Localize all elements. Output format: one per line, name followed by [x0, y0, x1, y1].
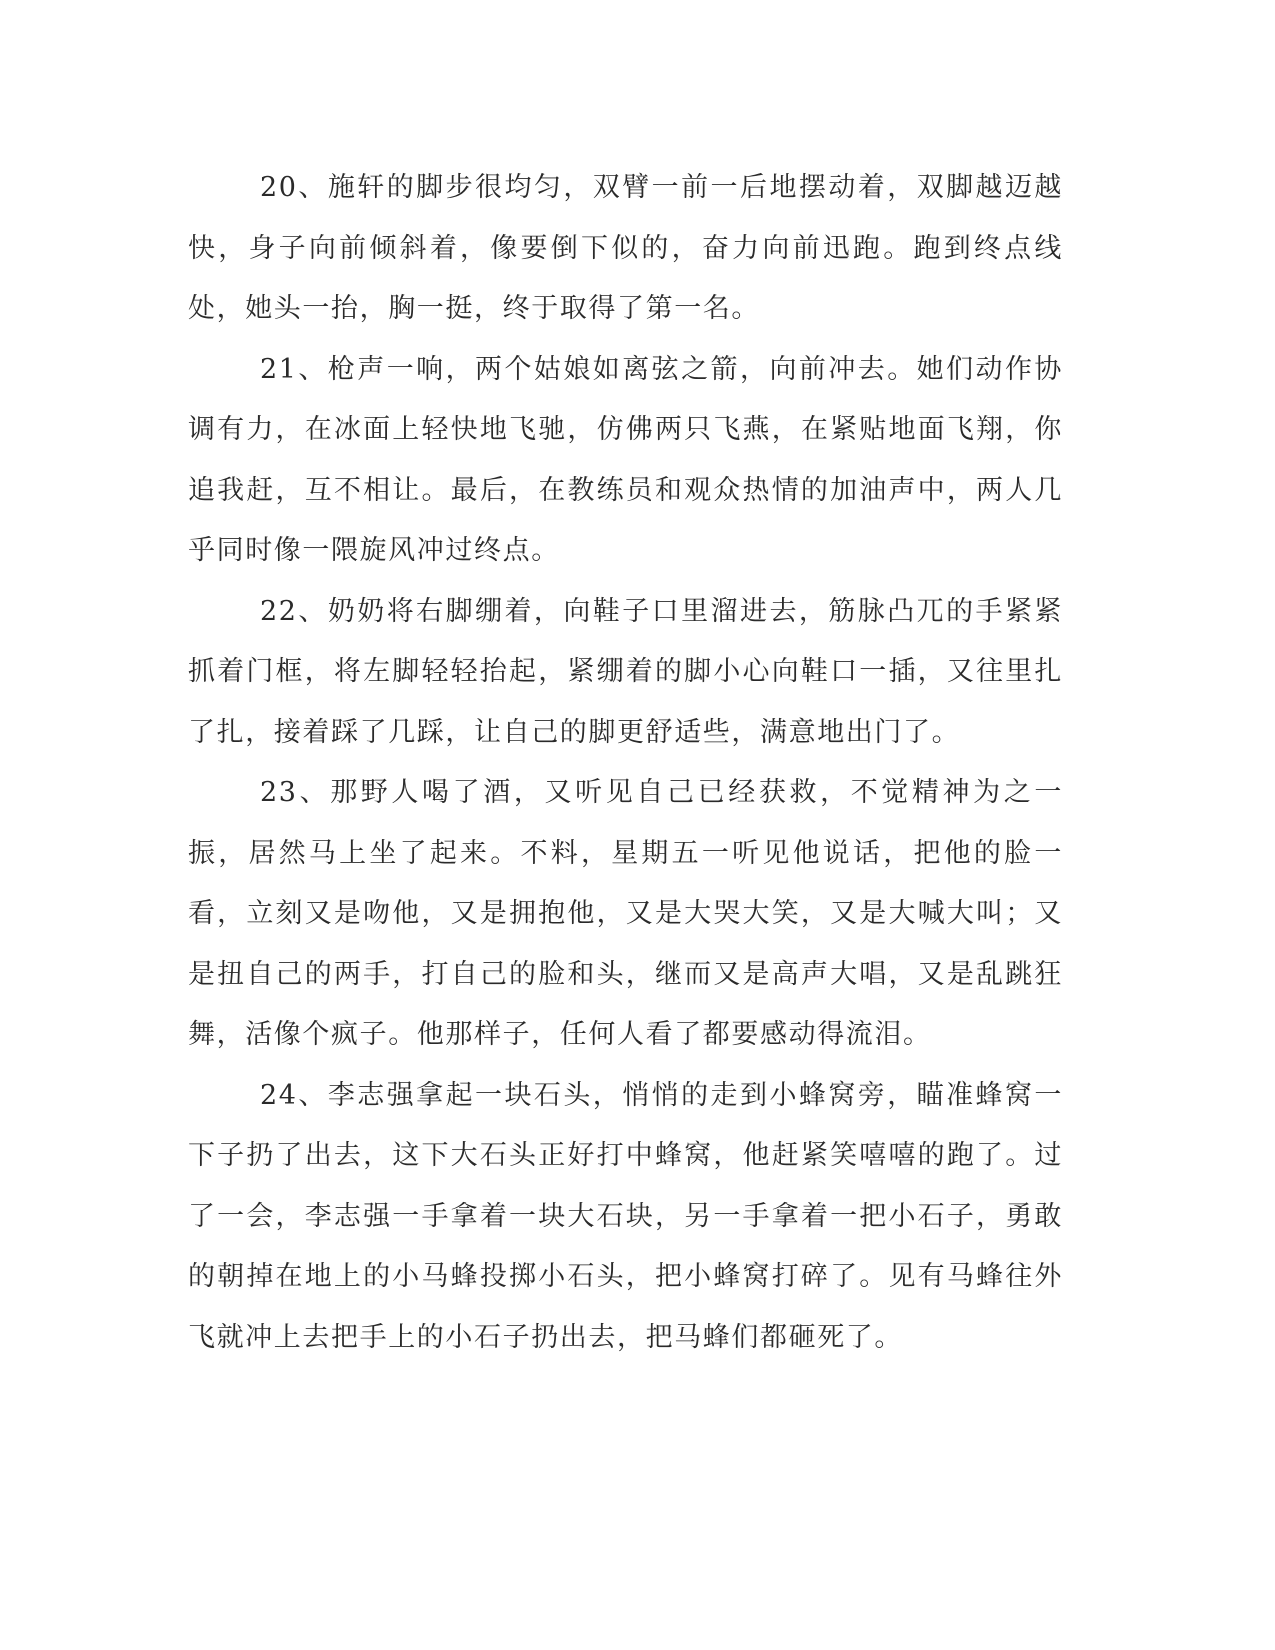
- paragraph-22: 22、奶奶将右脚绷着，向鞋子口里溜进去，筋脉凸兀的手紧紧抓着门框，将左脚轻轻抬起，紧绷着的脚小心向鞋口一插，又往里扎了扎，接着踩了几踩，让自己的脚更舒适些，满意地出门了。: [188, 595, 1063, 748]
- paragraph-24: 24、李志强拿起一块石头，悄悄的走到小蜂窝旁，瞄准蜂窝一下子扔了出去，这下大石头正好打中蜂窝，他赶紧笑嘻嘻的跑了。过了一会，李志强一手拿着一块大石块，另一手拿着一把小石子，勇敢的朝掉在地上的小马蜂投掷小石头，把小蜂窝打碎了。见有马蜂往外飞就冲上去把手上的小石子扔出去，把马蜂们都砸死了。: [188, 1079, 1063, 1353]
- document-body: [188, 158, 1063, 1368]
- paragraph-21: 21、枪声一响，两个姑娘如离弦之箭，向前冲去。她们动作协调有力，在冰面上轻快地飞驰，仿佛两只飞燕，在紧贴地面飞翔，你追我赶，互不相让。最后，在教练员和观众热情的加油声中，两人几乎同时像一隈旋风冲过终点。: [188, 353, 1063, 566]
- paragraph-23: 23、那野人喝了酒，又听见自己已经获救，不觉精神为之一振，居然马上坐了起来。不料，星期五一听见他说话，把他的脸一看，立刻又是吻他，又是拥抱他，又是大哭大笑，又是大喊大叫；又是扭自己的两手，打自己的脸和头，继而又是高声大唱，又是乱跳狂舞，活像个疯子。他那样子，任何人看了都要感动得流泪。: [188, 777, 1063, 1050]
- paragraph-20: 20、施轩的脚步很均匀，双臂一前一后地摆动着，双脚越迈越快，身子向前倾斜着，像要倒下似的，奋力向前迅跑。跑到终点线处，她头一抬，胸一挺，终于取得了第一名。: [188, 172, 1063, 324]
